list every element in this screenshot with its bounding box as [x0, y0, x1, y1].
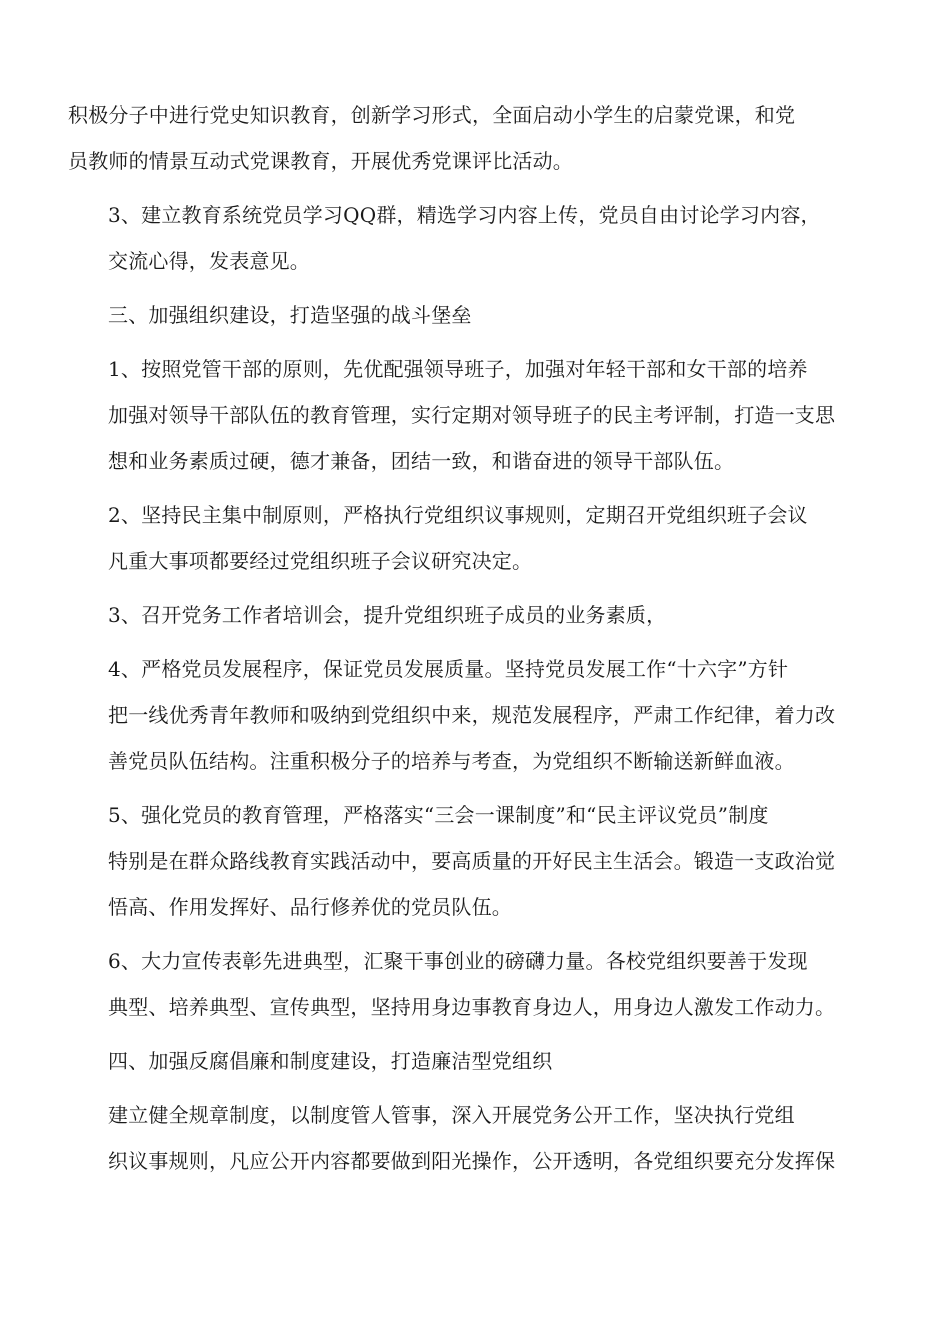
- text-line: 5、强化党员的教育管理，严格落实“三会一课制度”和“民主评议党员”制度: [108, 803, 769, 827]
- text-line: 典型、培养典型、宣传典型，坚持用身边事教育身边人，用身边人激发工作动力。: [108, 995, 836, 1019]
- text-line: 1、按照党管干部的原则，先优配强领导班子，加强对年轻干部和女干部的培养: [108, 357, 808, 381]
- paragraph-item-1-cadres: [68, 346, 886, 484]
- text-line: 加强对领导干部队伍的教育管理，实行定期对领导班子的民主考评制，打造一支思: [108, 403, 836, 427]
- text-line: 4、严格党员发展程序，保证党员发展质量。坚持党员发展工作“十六字”方针: [108, 657, 789, 681]
- text-line: 员教师的情景互动式党课教育，开展优秀党课评比活动。: [68, 149, 573, 173]
- document-page: [68, 92, 886, 1184]
- section-heading-4: [68, 1038, 886, 1084]
- text-line: 3、建立教育系统党员学习QQ群，精选学习内容上传，党员自由讨论学习内容，: [108, 203, 821, 227]
- text-line: 3、召开党务工作者培训会，提升党组织班子成员的业务素质，: [108, 603, 667, 627]
- text-line: 善党员队伍结构。注重积极分子的培养与考查，为党组织不断输送新鲜血液。: [108, 749, 795, 773]
- text-line: 积极分子中进行党史知识教育，创新学习形式，全面启动小学生的启蒙党课，和党: [68, 103, 796, 127]
- paragraph-item-6-advanced-models: [68, 938, 886, 1030]
- text-line: 想和业务素质过硬，德才兼备，团结一致，和谐奋进的领导干部队伍。: [108, 449, 735, 473]
- paragraph-continued: [68, 92, 886, 184]
- paragraph-item-5-education-management: [68, 792, 886, 930]
- text-line: 交流心得，发表意见。: [108, 249, 310, 273]
- text-line: 2、坚持民主集中制原则，严格执行党组织议事规则，定期召开党组织班子会议: [108, 503, 808, 527]
- text-line: 6、大力宣传表彰先进典型，汇聚干事创业的磅礴力量。各校党组织要善于发现: [108, 949, 808, 973]
- text-line: 建立健全规章制度，以制度管人管事，深入开展党务公开工作，坚决执行党组: [108, 1103, 795, 1127]
- paragraph-item-3-training: [68, 592, 886, 638]
- paragraph-item-4-member-development: [68, 646, 886, 784]
- heading-text: 四、加强反腐倡廉和制度建设，打造廉洁型党组织: [108, 1049, 553, 1073]
- text-line: 悟高、作用发挥好、品行修养优的党员队伍。: [108, 895, 512, 919]
- text-line: 特别是在群众路线教育实践活动中，要高质量的开好民主生活会。锻造一支政治觉: [108, 849, 836, 873]
- paragraph-item-2-democratic-centralism: [68, 492, 886, 584]
- text-line: 织议事规则，凡应公开内容都要做到阳光操作，公开透明，各党组织要充分发挥保: [108, 1149, 836, 1173]
- section-heading-3: [68, 292, 886, 338]
- heading-text: 三、加强组织建设，打造坚强的战斗堡垒: [108, 303, 472, 327]
- paragraph-item-3-qq-group: [68, 192, 886, 284]
- paragraph-rules-system: [68, 1092, 886, 1184]
- text-line: 把一线优秀青年教师和吸纳到党组织中来，规范发展程序，严肃工作纪律，着力改: [108, 703, 836, 727]
- text-line: 凡重大事项都要经过党组织班子会议研究决定。: [108, 549, 533, 573]
